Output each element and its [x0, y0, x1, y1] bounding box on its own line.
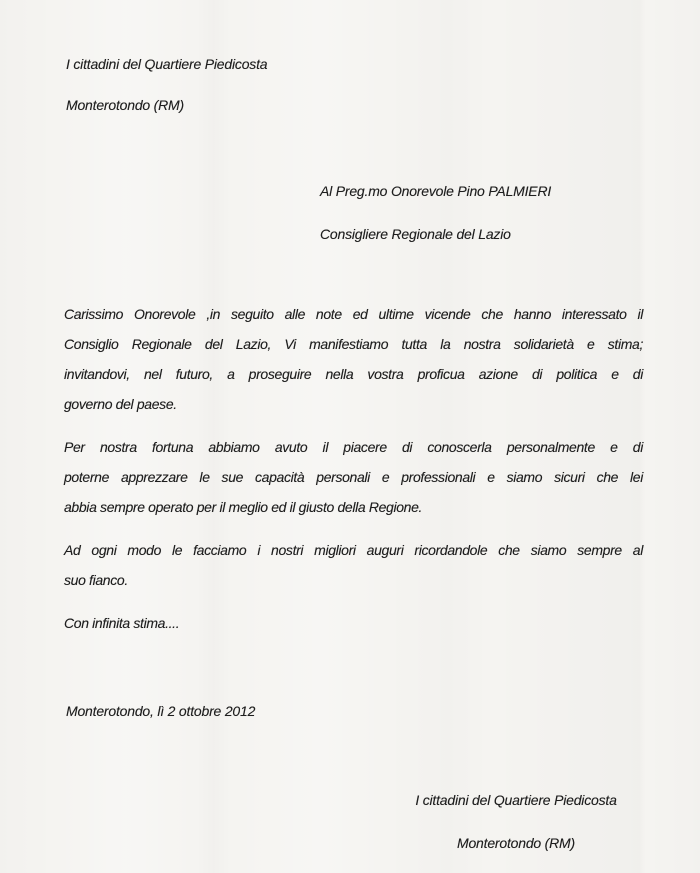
body-line: Per nostra fortuna abbiamo avuto il piacere di conoscerla personalmente e di [64, 439, 643, 455]
signature-city: Monterotondo (RM) [457, 835, 575, 851]
closing-line: Con infinita stima.... [64, 615, 180, 631]
body-line: suo fianco. [64, 572, 128, 588]
body-paragraph [64, 299, 643, 419]
signature-name: I cittadini del Quartiere Piedicosta [415, 792, 617, 808]
recipient-block [320, 170, 551, 256]
body-line: Consiglio Regionale del Lazio, Vi manifestiamo tutta la nostra solidarietà e stima; [64, 336, 643, 352]
body-paragraph [64, 432, 643, 522]
body-line: governo del paese. [64, 396, 177, 412]
recipient-name: Al Preg.mo Onorevole Pino PALMIERI [320, 183, 552, 199]
body-line: poterne apprezzare le sue capacità personali e professionali e siamo sicuri che lei [64, 469, 643, 485]
sender-city: Monterotondo (RM) [66, 97, 184, 113]
sender-name: I cittadini del Quartiere Piedicosta [66, 56, 268, 72]
body-line: Carissimo Onorevole ,in seguito alle note ed ultime vicende che hanno interessato il [64, 306, 643, 322]
recipient-title: Consigliere Regionale del Lazio [320, 226, 511, 242]
dateline: Monterotondo, lì 2 ottobre 2012 [66, 703, 256, 719]
sender-header [66, 44, 267, 126]
body-line: Ad ogni modo le facciamo i nostri migliori auguri ricordandole che siamo sempre al [64, 542, 643, 558]
signature-block [340, 779, 692, 865]
body-paragraph [64, 535, 643, 595]
letter-body [64, 299, 643, 638]
body-line: abbia sempre operato per il meglio ed il giusto della Regione. [64, 499, 423, 515]
body-line: invitandovi, nel futuro, a proseguire nella vostra proficua azione di politica e di [64, 366, 643, 382]
